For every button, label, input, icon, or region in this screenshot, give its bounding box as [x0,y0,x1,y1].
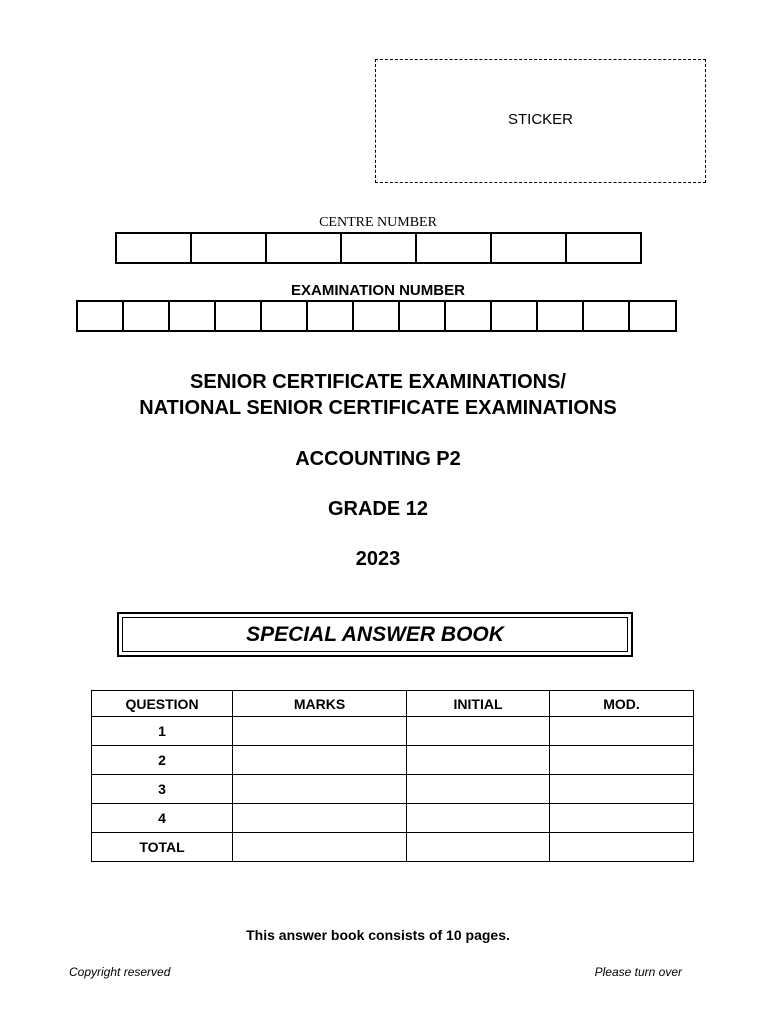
marks-cell[interactable] [233,717,407,746]
mod-cell[interactable] [550,804,694,833]
examination-number-digit-box[interactable] [354,302,400,330]
initial-cell[interactable] [407,717,550,746]
centre-number-digit-box[interactable] [342,234,417,262]
marks-cell[interactable] [233,804,407,833]
marks-cell[interactable] [233,746,407,775]
examination-number-digit-box[interactable] [538,302,584,330]
centre-number-label: CENTRE NUMBER [319,215,437,230]
examination-number-digit-box[interactable] [262,302,308,330]
page-count-note: This answer book consists of 10 pages. [246,927,510,943]
question-cell: 3 [92,775,233,804]
sticker-label: STICKER [507,110,573,128]
heading-line-2: NATIONAL SENIOR CERTIFICATE EXAMINATIONS [139,397,617,419]
marks-cell[interactable] [233,775,407,804]
table-row [92,717,694,746]
examination-number-digit-box[interactable] [492,302,538,330]
marks-table [91,690,694,862]
question-cell: 4 [92,804,233,833]
table-row [92,833,694,862]
table-row [92,746,694,775]
subject-title: ACCOUNTING P2 [295,448,461,470]
examination-number-digit-box[interactable] [308,302,354,330]
initial-cell[interactable] [407,746,550,775]
mod-cell[interactable] [550,775,694,804]
centre-number-digit-box[interactable] [492,234,567,262]
col-header-initial: INITIAL [407,691,550,717]
centre-number-digit-box[interactable] [192,234,267,262]
mod-cell[interactable] [550,833,694,862]
answer-book-title: SPECIAL ANSWER BOOK [122,617,628,652]
examination-number-digit-box[interactable] [78,302,124,330]
examination-number-digit-box[interactable] [216,302,262,330]
centre-number-boxes [115,232,642,264]
centre-number-digit-box[interactable] [267,234,342,262]
initial-cell[interactable] [407,833,550,862]
col-header-marks: MARKS [233,691,407,717]
copyright-notice: Copyright reserved [69,965,171,979]
grade-title: GRADE 12 [327,498,429,520]
total-cell: TOTAL [92,833,233,862]
centre-number-digit-box[interactable] [567,234,640,262]
sticker-box [375,59,706,183]
examination-number-digit-box[interactable] [584,302,630,330]
examination-number-digit-box[interactable] [400,302,446,330]
mod-cell[interactable] [550,717,694,746]
question-cell: 1 [92,717,233,746]
examination-number-boxes [76,300,677,332]
mod-cell[interactable] [550,746,694,775]
question-cell: 2 [92,746,233,775]
examination-number-digit-box[interactable] [170,302,216,330]
table-row [92,775,694,804]
heading-line-1: SENIOR CERTIFICATE EXAMINATIONS/ [190,371,566,393]
answer-book-banner [117,612,633,657]
examination-number-digit-box[interactable] [446,302,492,330]
marks-cell[interactable] [233,833,407,862]
examination-number-digit-box[interactable] [124,302,170,330]
initial-cell[interactable] [407,775,550,804]
centre-number-digit-box[interactable] [417,234,492,262]
table-row [92,804,694,833]
examination-number-digit-box[interactable] [630,302,675,330]
year-title: 2023 [355,548,401,570]
initial-cell[interactable] [407,804,550,833]
col-header-question: QUESTION [92,691,233,717]
turn-over-notice: Please turn over [594,965,682,979]
marks-table-header [92,691,694,717]
examination-number-label: EXAMINATION NUMBER [291,282,465,299]
centre-number-digit-box[interactable] [117,234,192,262]
col-header-mod: MOD. [550,691,694,717]
